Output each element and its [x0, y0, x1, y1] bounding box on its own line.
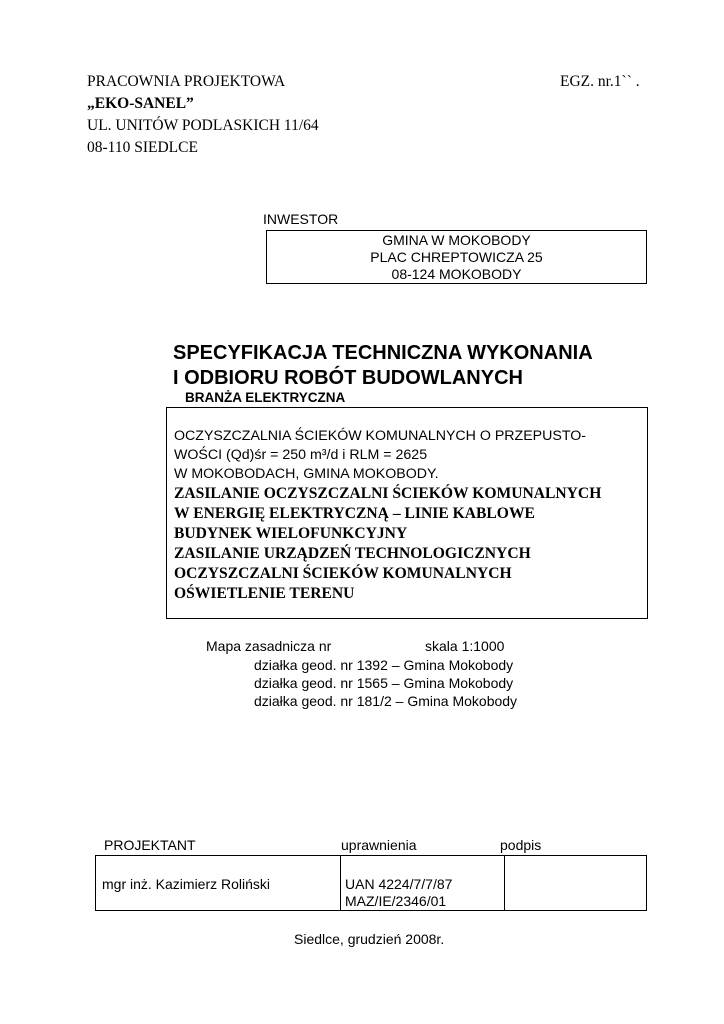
- scope-bold-line: ZASILANIE OCZYSZCZALNI ŚCIEKÓW KOMUNALNYCH: [174, 485, 602, 502]
- scope-line: WOŚCI (Qd)śr = 250 m³/d i RLM = 2625: [174, 447, 428, 463]
- license-header: uprawnienia: [341, 837, 417, 853]
- scope-line: OCZYSZCZALNIA ŚCIEKÓW KOMUNALNYCH O PRZEPUSTO-: [174, 428, 587, 444]
- branch-label: BRANŻA ELEKTRYCZNA: [185, 390, 346, 405]
- scope-bold-line: W ENERGIĘ ELEKTRYCZNĄ – LINIE KABLOWE: [174, 505, 535, 522]
- designer-cell: [96, 856, 341, 911]
- document-title-line2: I ODBIORU ROBÓT BUDOWLANYCH: [173, 367, 523, 389]
- firm-name: PRACOWNIA PROJEKTOWA: [87, 73, 286, 90]
- scope-bold-line: ZASILANIE URZĄDZEŃ TECHNOLOGICZNYCH: [174, 545, 531, 562]
- signature-table: [95, 855, 647, 911]
- firm-city: 08-110 SIEDLCE: [87, 139, 198, 156]
- investor-line: 08-124 MOKOBODY: [391, 266, 522, 282]
- place-date: Siedlce, grudzień 2008r.: [294, 931, 445, 947]
- firm-street: UL. UNITÓW PODLASKICH 11/64: [87, 117, 319, 134]
- scope-bold-line: BUDYNEK WIELOFUNKCYJNY: [174, 525, 408, 542]
- license-number: UAN 4224/7/7/87: [345, 876, 453, 892]
- map-label: Mapa zasadnicza nr: [206, 638, 332, 654]
- plot-line: działka geod. nr 1392 – Gmina Mokobody: [254, 657, 514, 673]
- investor-label: INWESTOR: [263, 211, 339, 227]
- firm-brand: „EKO-SANEL”: [87, 95, 194, 112]
- scope-bold-line: OŚWIETLENIE TERENU: [174, 585, 355, 602]
- scope-bold-line: OCZYSZCZALNI ŚCIEKÓW KOMUNALNYCH: [174, 565, 512, 582]
- license-cell: [341, 856, 505, 911]
- designer-header: PROJEKTANT: [104, 837, 196, 853]
- scope-line: W MOKOBODACH, GMINA MOKOBODY.: [174, 466, 439, 482]
- plot-line: działka geod. nr 1565 – Gmina Mokobody: [254, 675, 514, 691]
- copy-number: EGZ. nr.1`` .: [560, 73, 640, 90]
- scope-box: [166, 407, 648, 619]
- investor-line: PLAC CHREPTOWICZA 25: [370, 249, 543, 265]
- investor-box: [266, 230, 647, 284]
- map-scale: skala 1:1000: [425, 638, 505, 654]
- document-title-line1: SPECYFIKACJA TECHNICZNA WYKONANIA: [173, 342, 593, 364]
- signature-cell: [505, 856, 647, 911]
- investor-line: GMINA W MOKOBODY: [382, 232, 531, 248]
- signature-header: podpis: [500, 837, 542, 853]
- plot-line: działka geod. nr 181/2 – Gmina Mokobody: [254, 693, 518, 709]
- license-number: MAZ/IE/2346/01: [345, 893, 447, 909]
- designer-name: mgr inż. Kazimierz Roliński: [102, 876, 271, 892]
